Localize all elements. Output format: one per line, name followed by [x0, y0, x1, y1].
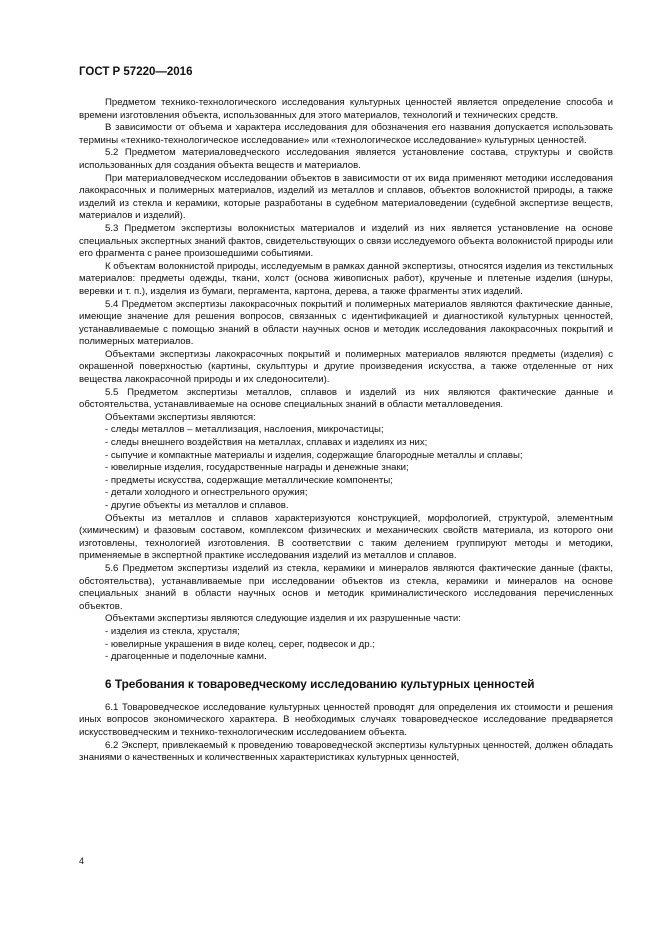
- list-item: - изделия из стекла, хрусталя;: [105, 625, 240, 637]
- paragraph: 5.3 Предметом экспертизы волокнистых материалов и изделий из них является установление на основе специальных экспертных знаний фактов, свидетельствующих о связи исследуемого объекта волокнистой природы или его фрагмента с ранее произошедшими событиями.: [79, 222, 613, 260]
- paragraph: 5.6 Предметом экспертизы изделий из стекла, керамики и минералов являются фактические данные (факты, обстоятельства), устанавливаемые при исследовании объектов из стекла, керамики и минералов на основе специальных знаний в области научных основ и методик криминалистического исследования перечисленных объектов.: [79, 562, 613, 612]
- paragraph: Предметом технико-технологического исследования культурных ценностей является определение способа и времени изготовления объекта, использованных для этого материалов, технологий и технических средств.: [79, 97, 613, 121]
- list-item: - сыпучие и компактные материалы и изделия, содержащие благородные металлы и сплавы;: [105, 449, 523, 461]
- paragraph: Объектами экспертизы являются следующие изделия и их разрушенные части:: [105, 613, 461, 625]
- paragraph: 5.5 Предметом экспертизы металлов, сплавов и изделий из них являются фактические данные и обстоятельства, устанавливаемые на основе специальных знаний в области металловедения.: [79, 386, 613, 411]
- list-item: - следы внешнего воздействия на металлах, сплавах и изделиях из них;: [105, 437, 428, 449]
- list-item: - драгоценные и поделочные камни.: [105, 651, 267, 663]
- paragraph: Объекты из металлов и сплавов характеризуются конструкцией, морфологией, структурой, элементным (химическим) и фазовым составом, комплексом физических и механических свойств материала, из которого они изготовлены, технологией изготовления. В соответствии с таким делением группируют методы и методики, применяемые в экспертной практике исследования изделий из металлов и сплавов.: [79, 512, 613, 562]
- paragraph: 5.4 Предметом экспертизы лакокрасочных покрытий и полимерных материалов являются фактические данные, имеющие значение для решения вопросов, связанных с идентификацией и диагностикой культурных ценностей, устанавливаемые с помощью знаний в области научных основ и методик исследования лакокрасочных покрытий и полимерных материалов.: [79, 298, 613, 348]
- paragraph: В зависимости от объема и характера исследования для обозначения его названия допускается использовать термины «технико-технологическое исследование» или «технологическое исследование» культурных ценностей.: [79, 122, 613, 146]
- section-heading: 6 Требования к товароведческому исследованию культурных ценностей: [105, 676, 535, 691]
- paragraph: При материаловедческом исследовании объектов в зависимости от их вида применяют методики исследования лакокрасочных и полимерных материалов, изделий из металлов и сплавов, объектов волокнистой природы, а также изделий из стекла и керамики, которые разработаны в судебном материаловедении (судебной экспертизе веществ, материалов и изделий).: [79, 172, 613, 222]
- paragraphs-before: [79, 97, 613, 664]
- paragraph: Объектами экспертизы являются:: [105, 411, 256, 423]
- document-body: [79, 97, 613, 765]
- list-item: - следы металлов – металлизация, наслоения, микрочастицы;: [105, 424, 384, 436]
- paragraph: 6.1 Товароведческое исследование культурных ценностей проводят для определения их стоимости и решения иных вопросов экономического характера. В необходимых случаях товароведческое исследование предваряется искусствоведческим и технико-технологическим исследованием объекта.: [79, 701, 613, 738]
- document-header: ГОСТ Р 57220—2016: [79, 66, 193, 78]
- paragraph: К объектам волокнистой природы, исследуемым в рамках данной экспертизы, относятся изделия из текстильных материалов: предметы одежды, ткани, холст (основа живописных работ), крученые и плетеные изделия (шнуры, веревки и т. п.), изделия из бумаги, пергамента, картона, дерева, а также фрагменты этих изделий.: [79, 260, 613, 297]
- paragraph: Объектами экспертизы лакокрасочных покрытий и полимерных материалов являются предметы (изделия) с окрашенной поверхностью (картины, скульптуры и другие произведения искусства, а также отделенные от них вещества лакокрасочной природы и их следоносители).: [79, 348, 613, 386]
- paragraph: 5.2 Предметом материаловедческого исследования является установление состава, структуры и свойств использованных для создания объекта веществ и материалов.: [79, 147, 613, 171]
- list-item: - детали холодного и огнестрельного оружия;: [105, 487, 308, 499]
- page-number: 4: [79, 856, 85, 866]
- list-item: - ювелирные украшения в виде колец, серег, подвесок и др.;: [105, 638, 375, 650]
- paragraphs-after: [79, 702, 613, 765]
- list-item: - другие объекты из металлов и сплавов.: [105, 500, 289, 511]
- list-item: - ювелирные изделия, государственные награды и денежные знаки;: [105, 462, 409, 474]
- paragraph: 6.2 Эксперт, привлекаемый к проведению товароведческой экспертизы культурных ценностей, должен обладать знаниями о качественных и количественных характеристиках культурных ценностей,: [79, 739, 613, 764]
- list-item: - предметы искусства, содержащие металлические компоненты;: [105, 474, 393, 486]
